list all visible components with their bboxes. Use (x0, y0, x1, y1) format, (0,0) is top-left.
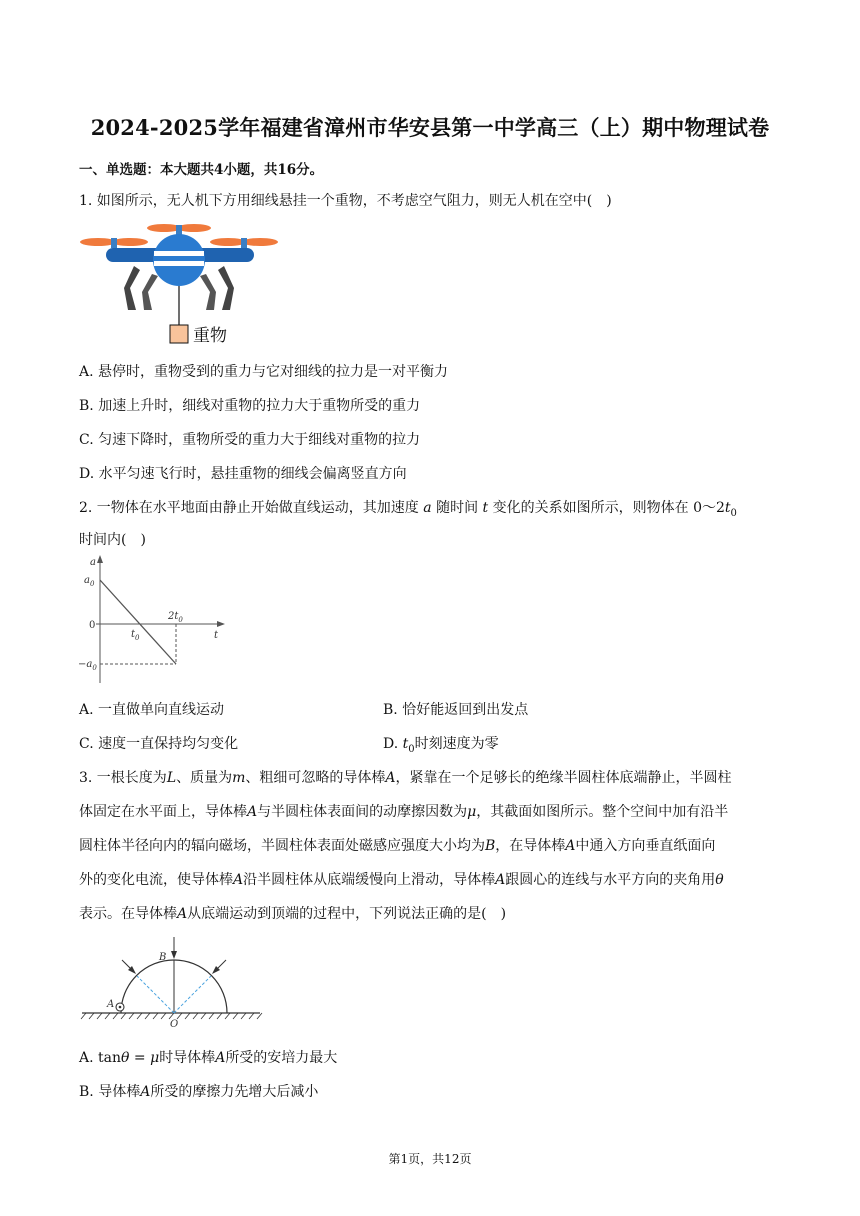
q1-stem: 1. 如图所示，无人机下方用细线悬挂一个重物，不考虑空气阻力，则无人机在空中( ) (79, 193, 612, 209)
acceleration-time-graph (78, 553, 233, 688)
point-a-label: A (107, 999, 115, 1010)
exam-title: 2024-2025学年福建省漳州市华安县第一中学高三（上）期中物理试卷 (90, 115, 770, 140)
svg-text:2t0: $2t_0$ (168, 611, 183, 624)
weight-label: 重物 (193, 326, 227, 346)
drone-body (153, 234, 205, 286)
q1-option-a: A. 悬停时，重物受到的重力与它对细线的拉力是一对平衡力 (79, 364, 449, 380)
page-footer: 第1页，共12页 (388, 1152, 472, 1166)
propeller-right (210, 238, 278, 248)
q2-stem: 2. 一物体在水平地面由静止开始做直线运动，其加速度 a 随时间 t 变化的关系如图所示，则物体在 $0\sim 2t_0$ (79, 500, 737, 519)
point-o-label: O (170, 1019, 179, 1030)
half-cylinder-figure (78, 933, 263, 1033)
svg-text:−a0: $-a_0$ (78, 659, 97, 672)
svg-text:a0: $a_0$ (84, 575, 95, 588)
propeller-center (147, 224, 211, 235)
drone-leg-left (124, 266, 140, 310)
q2-option-d: D. $t_0$时刻速度为零 (383, 736, 499, 755)
q1-option-c: C. 匀速下降时，重物所受的重力大于细线对重物的拉力 (79, 432, 421, 448)
weight-block (170, 325, 188, 343)
graph-y-label: a (90, 557, 96, 568)
q3-stem-line5: 表示。在导体棒A从底端运动到顶端的过程中，下列说法正确的是( ) (79, 906, 507, 922)
q2-option-b: B. 恰好能返回到出发点 (383, 702, 529, 718)
acceleration-line (100, 580, 176, 664)
q3-option-a: A. tanθ = μ时导体棒A所受的安培力最大 (79, 1050, 338, 1066)
drone-leg-right (218, 266, 234, 310)
q3-stem-line2: 体固定在水平面上，导体棒A与半圆柱体表面间的动摩擦因数为μ，其截面如图所示。整个空间中加有沿半 (79, 804, 729, 820)
propeller-left (80, 238, 148, 248)
section-heading: 一、单选题：本大题共4小题，共16分。 (79, 162, 324, 178)
q3-stem-line1: 3. 一根长度为L、质量为m、粗细可忽略的导体棒A，紧靠在一个足够长的绝缘半圆柱体底端静止，半圆柱 (79, 770, 732, 786)
q2-option-a: A. 一直做单向直线运动 (79, 702, 225, 718)
point-b-label: B (159, 952, 167, 963)
drone-figure (78, 218, 283, 348)
q3-stem-line4: 外的变化电流，使导体棒A沿半圆柱体从底端缓慢向上滑动，导体棒A跟圆心的连线与水平方向的夹角用θ (79, 872, 724, 888)
svg-text:t0: $t_0$ (131, 629, 140, 642)
q1-option-d: D. 水平匀速飞行时，悬挂重物的细线会偏离竖直方向 (79, 466, 407, 482)
q2-option-c: C. 速度一直保持均匀变化 (79, 736, 239, 752)
q2-stem-line2: 时间内( ) (79, 532, 146, 548)
q3-stem-line3: 圆柱体半径向内的辐向磁场，半圆柱体表面处磁感应强度大小均为B，在导体棒A中通入方向垂直纸面向 (79, 838, 716, 854)
q3-option-b: B. 导体棒A所受的摩擦力先增大后减小 (79, 1084, 319, 1100)
graph-x-label: t (214, 630, 219, 641)
graph-origin-label: 0 (89, 620, 96, 631)
q1-option-b: B. 加速上升时，细线对重物的拉力大于重物所受的重力 (79, 398, 421, 414)
